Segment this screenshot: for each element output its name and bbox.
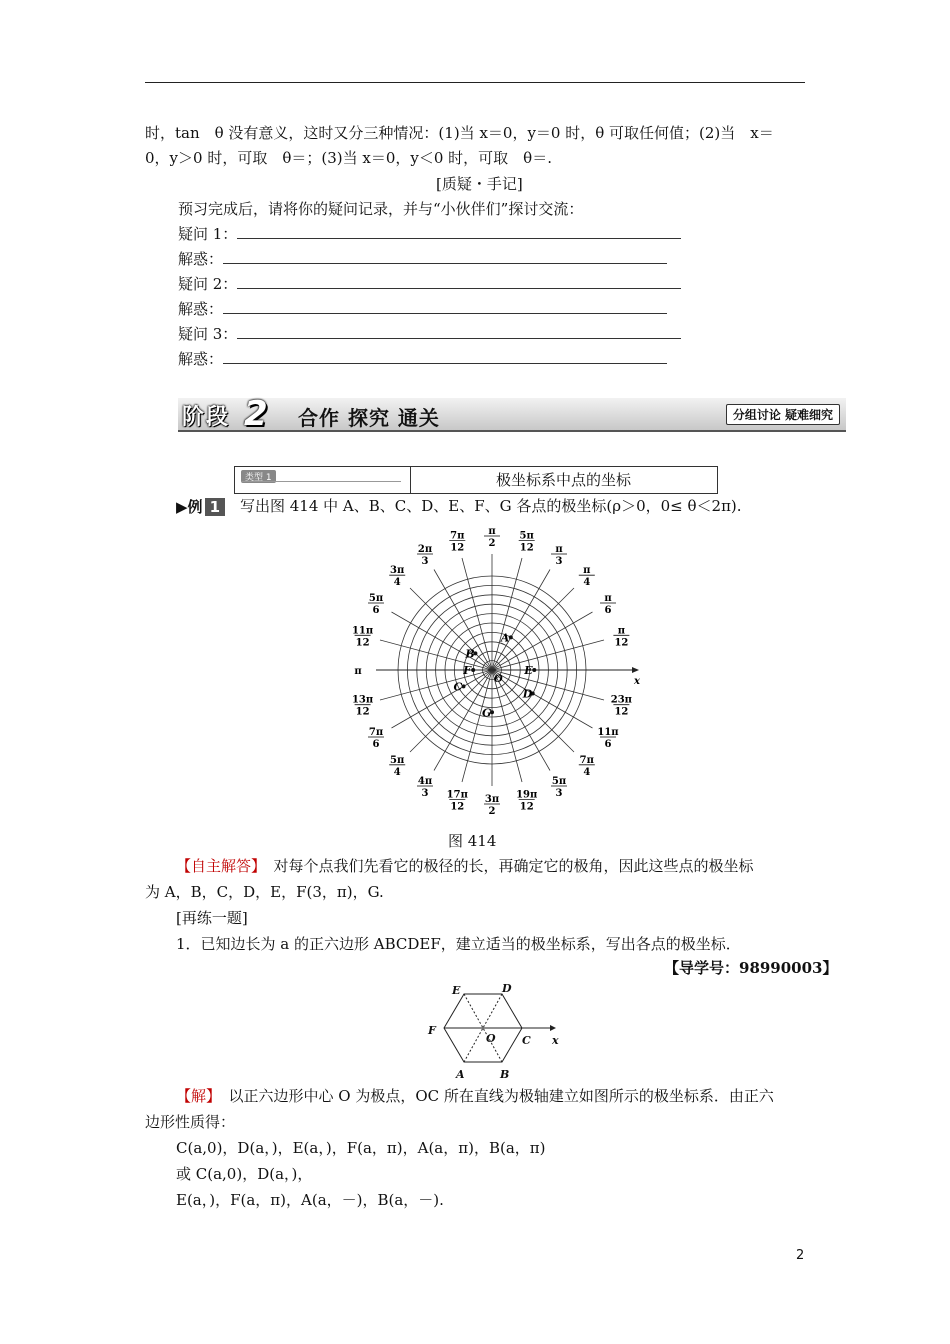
arrow-line-icon xyxy=(241,481,401,482)
angle-label-numerator: 19π xyxy=(516,789,538,801)
question-2-field[interactable] xyxy=(237,274,681,289)
notes-heading: [质疑・手记] xyxy=(436,175,523,193)
point-label-b: B xyxy=(465,647,475,661)
answer-line-1 xyxy=(176,1086,774,1106)
angle-label-numerator: 17π xyxy=(446,789,468,801)
stage-banner xyxy=(178,394,846,434)
header-rule xyxy=(145,82,805,83)
hex-label-f: F xyxy=(428,1024,436,1037)
angle-label-denominator: 3 xyxy=(555,556,563,567)
grid-ray xyxy=(434,570,492,671)
question-1 xyxy=(178,224,681,244)
hex-label-o: O xyxy=(486,1032,496,1045)
grid-ray xyxy=(410,588,492,670)
angle-label-denominator: 6 xyxy=(372,605,380,616)
angle-label-denominator: 12 xyxy=(519,542,534,554)
answer-2 xyxy=(178,299,667,319)
practice-heading: [再练一题] xyxy=(176,909,248,927)
answer-line-3: C(a,0)，D(a，)，E(a，)，F(a，π)，A(a，π)，B(a，π) xyxy=(176,1139,546,1157)
type-chip: 类型 1 xyxy=(241,470,276,483)
point-label-g: G xyxy=(482,706,492,720)
grid-ray xyxy=(392,670,493,728)
question-3-label: 疑问 3： xyxy=(178,325,238,343)
grid-ray xyxy=(410,670,492,752)
question-2 xyxy=(178,274,681,294)
hex-label-d: D xyxy=(502,982,512,995)
angle-label-denominator: 4 xyxy=(393,766,401,778)
answer-3-label: 解惑： xyxy=(178,350,224,368)
angle-label-numerator: 23π xyxy=(610,694,633,706)
angle-label-numerator: 7π xyxy=(579,754,594,766)
point-label-c: C xyxy=(453,680,463,694)
grid-ray xyxy=(492,670,574,752)
question-2-label: 疑问 2： xyxy=(178,275,238,293)
question-3-field[interactable] xyxy=(237,324,681,339)
angle-label-denominator: 12 xyxy=(614,637,629,649)
angle-label-numerator: 2π xyxy=(417,544,433,555)
angle-label-numerator: 5π xyxy=(551,776,567,787)
answer-2-label: 解惑： xyxy=(178,300,224,318)
angle-label-numerator: 7π xyxy=(450,530,465,542)
angle-label-denominator: 3 xyxy=(421,788,429,799)
angle-label-denominator: 6 xyxy=(604,739,612,750)
angle-label-denominator: 2 xyxy=(488,538,496,549)
answer-1 xyxy=(178,249,667,269)
grid-ray xyxy=(492,570,550,671)
point-f xyxy=(471,668,475,672)
point-e xyxy=(532,668,536,672)
practice-ref: 【导学号：98990003】 xyxy=(664,959,838,977)
grid-ray xyxy=(492,670,550,771)
angle-label-denominator: 4 xyxy=(583,577,591,589)
point-label-e: E xyxy=(524,664,533,677)
answer-3 xyxy=(178,349,667,369)
example-label: 例 xyxy=(187,498,203,516)
type-label: 极坐标系中点的坐标 xyxy=(495,471,631,489)
angle-label-denominator: 2 xyxy=(488,806,496,817)
point-a xyxy=(509,635,513,639)
solution-text-1: 对每个点我们先看它的极径的长，再确定它的极角，因此这些点的极坐标 xyxy=(258,857,754,875)
stage-title: 合作 探究 通关 xyxy=(298,406,440,430)
question-3 xyxy=(178,324,681,344)
angle-label-denominator: 4 xyxy=(583,766,591,778)
axis-arrow-icon xyxy=(550,1025,556,1031)
angle-label-denominator: 4 xyxy=(393,577,401,589)
angle-label-numerator: π xyxy=(488,526,496,537)
angle-label-denominator: 6 xyxy=(372,739,380,750)
page-number: 2 xyxy=(796,1248,805,1263)
notes-prompt: 预习完成后，请将你的疑问记录，并与“小伙伴们”探讨交流： xyxy=(178,200,584,218)
type-box-left xyxy=(235,467,411,493)
angle-label-numerator: 7π xyxy=(368,727,384,738)
axis-label: x xyxy=(634,676,640,687)
polar-grid-figure xyxy=(330,520,650,825)
answer-line-2: 边形性质得： xyxy=(145,1113,236,1131)
angle-label-numerator: 11π xyxy=(351,625,374,637)
grid-ray xyxy=(492,588,574,670)
angle-label-numerator: π xyxy=(583,565,591,577)
angle-label-denominator: 3 xyxy=(421,556,429,567)
origin-label: O xyxy=(494,674,503,685)
angle-label-numerator: 3π xyxy=(390,565,405,577)
angle-label: π xyxy=(354,666,362,677)
point-label-a: A xyxy=(500,631,510,645)
angle-label-numerator: 5π xyxy=(519,530,534,542)
type-box xyxy=(234,466,718,494)
answer-3-field[interactable] xyxy=(223,349,667,364)
stage-number: 2 xyxy=(244,394,268,434)
angle-label-denominator: 12 xyxy=(355,706,370,718)
angle-label-numerator: 13π xyxy=(351,694,374,706)
hex-label-e: E xyxy=(452,984,461,997)
solution-line-1 xyxy=(176,856,754,876)
angle-label-numerator: π xyxy=(617,625,626,637)
example-number: 1 xyxy=(205,498,225,516)
answer-line-5: E(a，)，F(a，π)，A(a，－)，B(a，－). xyxy=(176,1191,444,1209)
axis-arrow-icon xyxy=(632,667,639,673)
point-label-d: D xyxy=(522,687,533,701)
question-1-field[interactable] xyxy=(237,224,681,239)
example-text: 写出图 414 中 A、B、C、D、E、F、G 各点的极坐标(ρ＞0，0≤ θ＜2π). xyxy=(240,497,742,515)
angle-label-numerator: π xyxy=(555,544,563,555)
question-1-label: 疑问 1： xyxy=(178,225,238,243)
answer-2-field[interactable] xyxy=(223,299,667,314)
solution-line-2: 为 A，B，C，D，E，F(3，π)，G. xyxy=(145,883,384,901)
figure-caption: 图 414 xyxy=(448,832,497,850)
angle-label-denominator: 6 xyxy=(604,605,612,616)
hex-label-c: C xyxy=(522,1034,531,1047)
answer-line-4: 或 C(a,0)，D(a，)， xyxy=(176,1165,313,1183)
angle-label-denominator: 12 xyxy=(355,637,370,649)
solution-tag: 【自主解答】 xyxy=(176,857,259,875)
answer-1-field[interactable] xyxy=(223,249,667,264)
stage-tag: 分组讨论 疑难细究 xyxy=(726,404,840,425)
point-label-f: F xyxy=(463,664,472,677)
stage-label: 阶段 xyxy=(182,405,231,430)
practice-question: 1．已知边长为 a 的正六边形 ABCDEF，建立适当的极坐标系，写出各点的极坐标． xyxy=(176,935,741,953)
angle-label-denominator: 12 xyxy=(450,542,465,554)
polar-grid xyxy=(352,526,641,817)
angle-label-numerator: 5π xyxy=(390,754,405,766)
grid-ray xyxy=(492,670,593,728)
angle-label-denominator: 12 xyxy=(614,706,629,718)
angle-label-numerator: π xyxy=(604,593,612,604)
intro-line-1: 时，tan θ 没有意义，这时又分三种情况：(1)当 x＝0，y＝0 时，θ 可取任何值；(2)当 x＝ xyxy=(145,124,774,142)
angle-label-denominator: 12 xyxy=(519,801,534,813)
example-arrow-icon: ▶ xyxy=(176,498,188,516)
hex-label-b: B xyxy=(500,1068,510,1081)
answer-tag: 【解】 xyxy=(176,1087,214,1105)
answer-1-label: 解惑： xyxy=(178,250,224,268)
angle-label-numerator: 5π xyxy=(368,593,384,604)
hex-label-a: A xyxy=(456,1068,465,1081)
answer-text-1: 以正六边形中心 O 为极点，OC 所在直线为极轴建立如图所示的极坐标系．由正六 xyxy=(213,1087,774,1105)
angle-label-denominator: 12 xyxy=(450,801,465,813)
intro-line-2: 0，y＞0 时，可取 θ＝；(3)当 x＝0，y＜0 时，可取 θ＝. xyxy=(145,149,552,167)
hexagon-figure xyxy=(420,982,570,1082)
angle-label-numerator: 3π xyxy=(484,794,500,805)
example-tag xyxy=(176,496,225,517)
angle-label-numerator: 4π xyxy=(417,776,433,787)
hex-label-x: x xyxy=(552,1034,559,1047)
grid-ray xyxy=(392,612,493,670)
angle-label-numerator: 11π xyxy=(597,727,619,738)
angle-label-denominator: 3 xyxy=(555,788,563,799)
